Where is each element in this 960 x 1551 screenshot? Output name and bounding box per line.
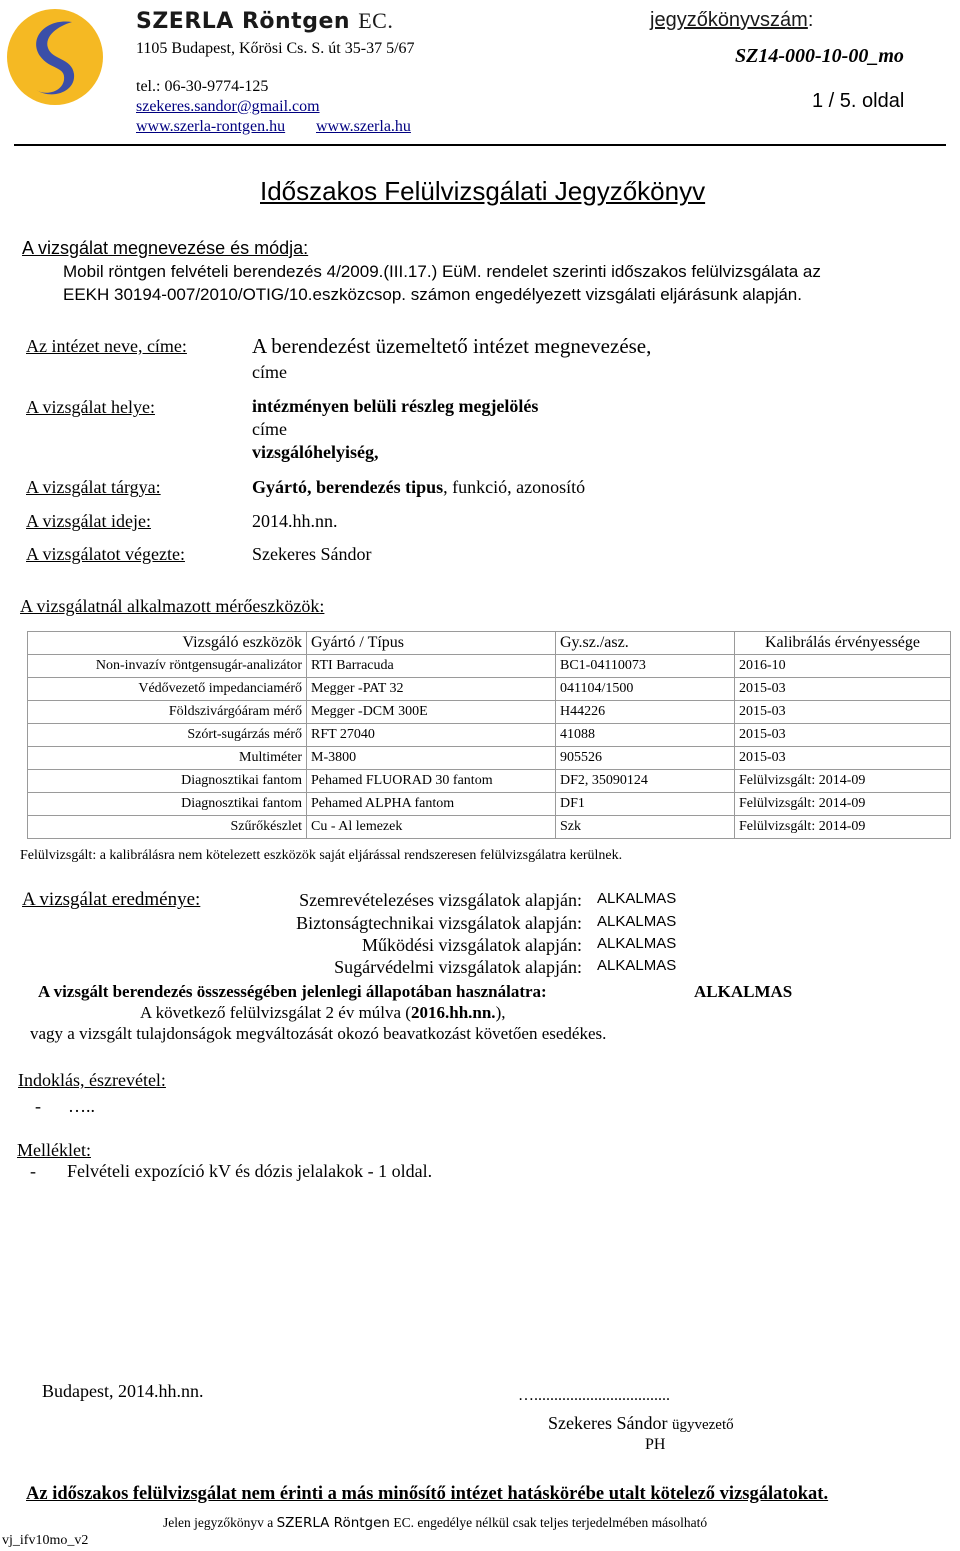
cell-serial: 041104/1500 bbox=[556, 678, 735, 701]
cell-calibration: Felülvizsgált: 2014-09 bbox=[735, 816, 951, 839]
cell-serial: 41088 bbox=[556, 724, 735, 747]
cell-device: Diagnosztikai fantom bbox=[28, 793, 307, 816]
footer-warning: Az időszakos felülvizsgálat nem érinti a más minősítő intézet hatáskörébe utalt kötelező vizsgálatokat. bbox=[26, 1484, 829, 1504]
company-name: SZERLA Röntgen EC. bbox=[136, 8, 394, 34]
cell-device: Szűrőkészlet bbox=[28, 816, 307, 839]
cell-manufacturer: M-3800 bbox=[307, 747, 556, 770]
next-inspection: A következő felülvizsgálat 2 év múlva (2016.hh.nn.), bbox=[140, 1003, 506, 1022]
instruments-note: Felülvizsgált: a kalibrálásra nem kötelezett eszközök saját eljárással rendszeresen felülvizsgálatra kerülnek. bbox=[20, 848, 623, 863]
website-link-1[interactable]: www.szerla-rontgen.hu bbox=[136, 118, 286, 135]
website-link-2[interactable]: www.szerla.hu bbox=[316, 118, 411, 135]
header-device: Vizsgáló eszközök bbox=[28, 632, 307, 655]
logo-graphic bbox=[6, 8, 104, 106]
place-date: Budapest, 2014.hh.nn. bbox=[42, 1381, 204, 1401]
header-serial: Gy.sz./asz. bbox=[556, 632, 735, 655]
result-value-safety: ALKALMAS bbox=[597, 913, 677, 930]
result-label-visual: Szemrevételezéses vizsgálatok alapján: bbox=[299, 890, 582, 910]
cell-device: Védővezető impedanciamérő bbox=[28, 678, 307, 701]
method-label: A vizsgálat megnevezése és módja: bbox=[22, 238, 309, 258]
cell-serial: H44226 bbox=[556, 701, 735, 724]
table-row bbox=[28, 793, 951, 816]
cell-device: Non-invazív röntgensugár-analizátor bbox=[28, 655, 307, 678]
overall-result-value: ALKALMAS bbox=[694, 982, 793, 1001]
cell-serial: 905526 bbox=[556, 747, 735, 770]
location-label: A vizsgálat helye: bbox=[26, 397, 155, 417]
cell-calibration: Felülvizsgált: 2014-09 bbox=[735, 770, 951, 793]
cell-manufacturer: RFT 27040 bbox=[307, 724, 556, 747]
subject-label: A vizsgálat tárgya: bbox=[26, 477, 161, 497]
date-label: A vizsgálat ideje: bbox=[26, 511, 151, 531]
cell-serial: Szk bbox=[556, 816, 735, 839]
method-line-1: Mobil röntgen felvételi berendezés 4/2009.(III.17.) EüM. rendelet szerinti időszakos felülvizsgálata az bbox=[63, 262, 821, 281]
footer-copyright: Jelen jegyzőkönyv a SZERLA Röntgen EC. engedélye nélkül csak teljes terjedelmében másolható bbox=[163, 1515, 708, 1531]
page-info: 1 / 5. oldal bbox=[812, 90, 905, 112]
cell-device: Szórt-sugárzás mérő bbox=[28, 724, 307, 747]
remarks-text: ….. bbox=[68, 1096, 95, 1116]
header-divider bbox=[14, 144, 946, 146]
header-calibration: Kalibrálás érvényessége bbox=[735, 632, 951, 655]
result-label-radiation: Sugárvédelmi vizsgálatok alapján: bbox=[334, 957, 582, 977]
table-row bbox=[28, 747, 951, 770]
result-value-radiation: ALKALMAS bbox=[597, 957, 677, 974]
performer-label: A vizsgálatot végezte: bbox=[26, 544, 185, 564]
stamp-placeholder: PH bbox=[645, 1436, 666, 1453]
cell-device: Diagnosztikai fantom bbox=[28, 770, 307, 793]
cell-serial: BC1-04110073 bbox=[556, 655, 735, 678]
attachments-text: Felvételi expozíció kV és dózis jelalakok - 1 oldal. bbox=[67, 1161, 433, 1181]
cell-manufacturer: Pehamed FLUORAD 30 fantom bbox=[307, 770, 556, 793]
subject-value: Gyártó, berendezés tipus, funkció, azonosító bbox=[252, 477, 586, 497]
result-label-safety: Biztonságtechnikai vizsgálatok alapján: bbox=[296, 913, 582, 933]
signer bbox=[548, 1413, 734, 1434]
cell-manufacturer: Pehamed ALPHA fantom bbox=[307, 793, 556, 816]
signer-name: Szekeres Sándor bbox=[548, 1413, 668, 1433]
cell-calibration: 2015-03 bbox=[735, 724, 951, 747]
table-header-row bbox=[28, 632, 951, 655]
header-manufacturer: Gyártó / Típus bbox=[307, 632, 556, 655]
cell-manufacturer: Cu - Al lemezek bbox=[307, 816, 556, 839]
protocol-number-label: jegyzőkönyvszám: bbox=[650, 9, 814, 31]
instruments-table bbox=[27, 631, 951, 839]
overall-result-label: A vizsgált berendezés összességében jelenlegi állapotában használatra: bbox=[38, 982, 547, 1001]
protocol-number: SZ14-000-10-00_mo bbox=[735, 45, 904, 67]
location-address: címe bbox=[252, 419, 287, 439]
table-row bbox=[28, 701, 951, 724]
location-dept: intézményen belüli részleg megjelölés bbox=[252, 396, 539, 416]
cell-serial: DF2, 35090124 bbox=[556, 770, 735, 793]
location-room: vizsgálóhelyiség, bbox=[252, 442, 379, 462]
result-value-visual: ALKALMAS bbox=[597, 890, 677, 907]
cell-manufacturer: Megger -DCM 300E bbox=[307, 701, 556, 724]
institution-label: Az intézet neve, címe: bbox=[26, 336, 187, 356]
cell-calibration: 2015-03 bbox=[735, 747, 951, 770]
cell-manufacturer: RTI Barracuda bbox=[307, 655, 556, 678]
signer-role: ügyvezető bbox=[671, 1417, 734, 1433]
document-title: Időszakos Felülvizsgálati Jegyzőkönyv bbox=[260, 176, 706, 206]
table-row bbox=[28, 724, 951, 747]
institution-name: A berendezést üzemeltető intézet megnevezése, bbox=[252, 334, 652, 358]
cell-device: Földszivárgóáram mérő bbox=[28, 701, 307, 724]
table-row bbox=[28, 655, 951, 678]
table-row bbox=[28, 770, 951, 793]
cell-calibration: 2015-03 bbox=[735, 678, 951, 701]
company-address: 1105 Budapest, Kőrösi Cs. S. út 35-37 5/67 bbox=[136, 40, 415, 57]
cell-device: Multiméter bbox=[28, 747, 307, 770]
institution-address: címe bbox=[252, 362, 287, 382]
remarks-label: Indoklás, észrevétel: bbox=[18, 1070, 166, 1090]
document-version: vj_ifv10mo_v2 bbox=[2, 1533, 89, 1548]
attachments-label: Melléklet: bbox=[17, 1140, 91, 1160]
table-row bbox=[28, 816, 951, 839]
cell-manufacturer: Megger -PAT 32 bbox=[307, 678, 556, 701]
results-label: A vizsgálat eredménye: bbox=[22, 889, 201, 910]
table-row bbox=[28, 678, 951, 701]
company-phone: tel.: 06-30-9774-125 bbox=[136, 78, 269, 95]
cell-calibration: 2016-10 bbox=[735, 655, 951, 678]
cell-serial: DF1 bbox=[556, 793, 735, 816]
method-line-2: EEKH 30194-007/2010/OTIG/10.eszközcsop. számon engedélyezett vizsgálati eljárásunk alapján. bbox=[63, 285, 802, 304]
remarks-bullet: - bbox=[35, 1096, 41, 1116]
company-logo bbox=[6, 8, 104, 106]
signature-line: ….................................. bbox=[518, 1387, 670, 1404]
next-inspection-alternative: vagy a vizsgált tulajdonságok megváltozását okozó beavatkozást követően esedékes. bbox=[30, 1024, 607, 1043]
cell-calibration: Felülvizsgált: 2014-09 bbox=[735, 793, 951, 816]
attachments-bullet: - bbox=[30, 1161, 36, 1181]
company-email-link[interactable]: szekeres.sandor@gmail.com bbox=[136, 98, 320, 115]
result-label-function: Működési vizsgálatok alapján: bbox=[362, 935, 582, 955]
result-value-function: ALKALMAS bbox=[597, 935, 677, 952]
date-value: 2014.hh.nn. bbox=[252, 511, 338, 531]
performer-value: Szekeres Sándor bbox=[252, 544, 372, 564]
instruments-label: A vizsgálatnál alkalmazott mérőeszközök: bbox=[20, 596, 325, 616]
cell-calibration: 2015-03 bbox=[735, 701, 951, 724]
